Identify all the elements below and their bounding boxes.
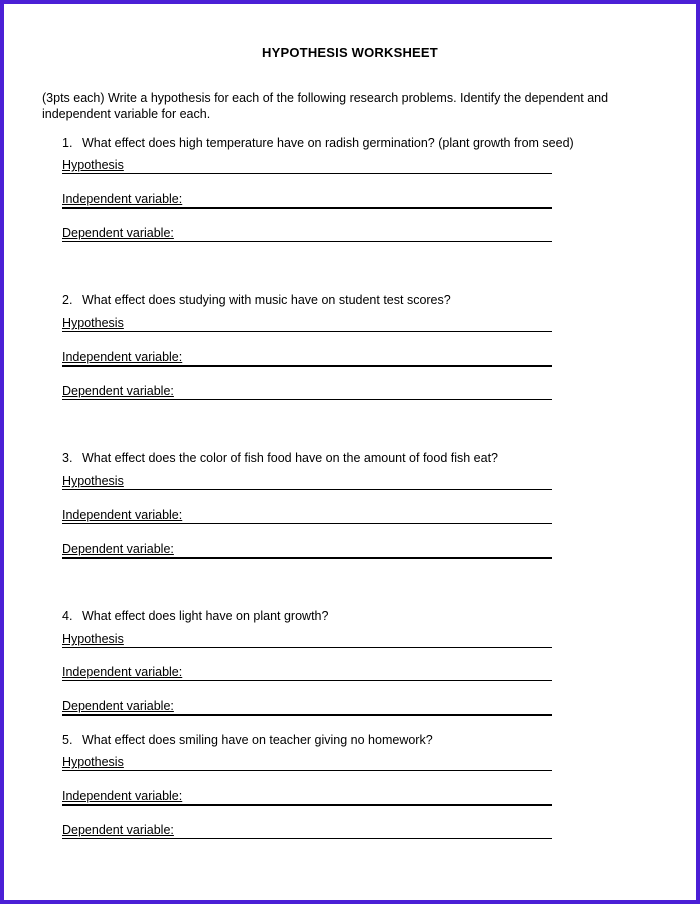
independent-variable-field-5[interactable]: [62, 789, 552, 806]
question-3: [62, 451, 498, 465]
independent-variable-field-1[interactable]: [62, 192, 552, 209]
question-text: What effect does studying with music have on student test scores?: [82, 293, 451, 307]
question-number: 1.: [62, 136, 73, 150]
hypothesis-field-4[interactable]: [62, 632, 552, 648]
dependent-variable-label: Dependent variable:: [62, 699, 174, 713]
hypothesis-field-2[interactable]: [62, 316, 552, 332]
dependent-variable-label: Dependent variable:: [62, 542, 174, 556]
question-text: What effect does smiling have on teacher giving no homework?: [82, 733, 433, 747]
question-number: 3.: [62, 451, 73, 465]
dependent-variable-label: Dependent variable:: [62, 823, 174, 837]
dependent-variable-field-1[interactable]: [62, 226, 552, 242]
dependent-variable-field-4[interactable]: [62, 699, 552, 716]
independent-variable-field-3[interactable]: [62, 508, 552, 524]
question-number: 2.: [62, 293, 73, 307]
hypothesis-label: Hypothesis: [62, 316, 124, 330]
hypothesis-field-3[interactable]: [62, 474, 552, 490]
dependent-variable-field-2[interactable]: [62, 384, 552, 400]
hypothesis-label: Hypothesis: [62, 632, 124, 646]
dependent-variable-label: Dependent variable:: [62, 226, 174, 240]
dependent-variable-label: Dependent variable:: [62, 384, 174, 398]
independent-variable-label: Independent variable:: [62, 350, 183, 364]
question-number: 5.: [62, 733, 73, 747]
hypothesis-label: Hypothesis: [62, 755, 124, 769]
question-text: What effect does the color of fish food have on the amount of food fish eat?: [82, 451, 499, 465]
hypothesis-field-1[interactable]: [62, 158, 552, 174]
dependent-variable-field-3[interactable]: [62, 542, 552, 559]
independent-variable-field-2[interactable]: [62, 350, 552, 367]
question-5: [62, 733, 433, 747]
independent-variable-label: Independent variable:: [62, 789, 183, 803]
question-1: [62, 136, 574, 150]
question-number: 4.: [62, 609, 73, 623]
hypothesis-field-5[interactable]: [62, 755, 552, 771]
dependent-variable-field-5[interactable]: [62, 823, 552, 839]
page-title: HYPOTHESIS WORKSHEET: [262, 45, 438, 60]
independent-variable-field-4[interactable]: [62, 665, 552, 681]
question-text: What effect does light have on plant growth?: [82, 609, 329, 623]
question-2: [62, 293, 451, 307]
instructions: (3pts each) Write a hypothesis for each of the following research problems. Identify the dependent and independent variable for each.: [42, 91, 609, 121]
hypothesis-label: Hypothesis: [62, 158, 124, 172]
question-text: What effect does high temperature have on radish germination? (plant growth from seed): [82, 136, 574, 150]
independent-variable-label: Independent variable:: [62, 665, 183, 679]
question-4: [62, 609, 328, 623]
independent-variable-label: Independent variable:: [62, 508, 183, 522]
independent-variable-label: Independent variable:: [62, 192, 183, 206]
hypothesis-label: Hypothesis: [62, 474, 124, 488]
